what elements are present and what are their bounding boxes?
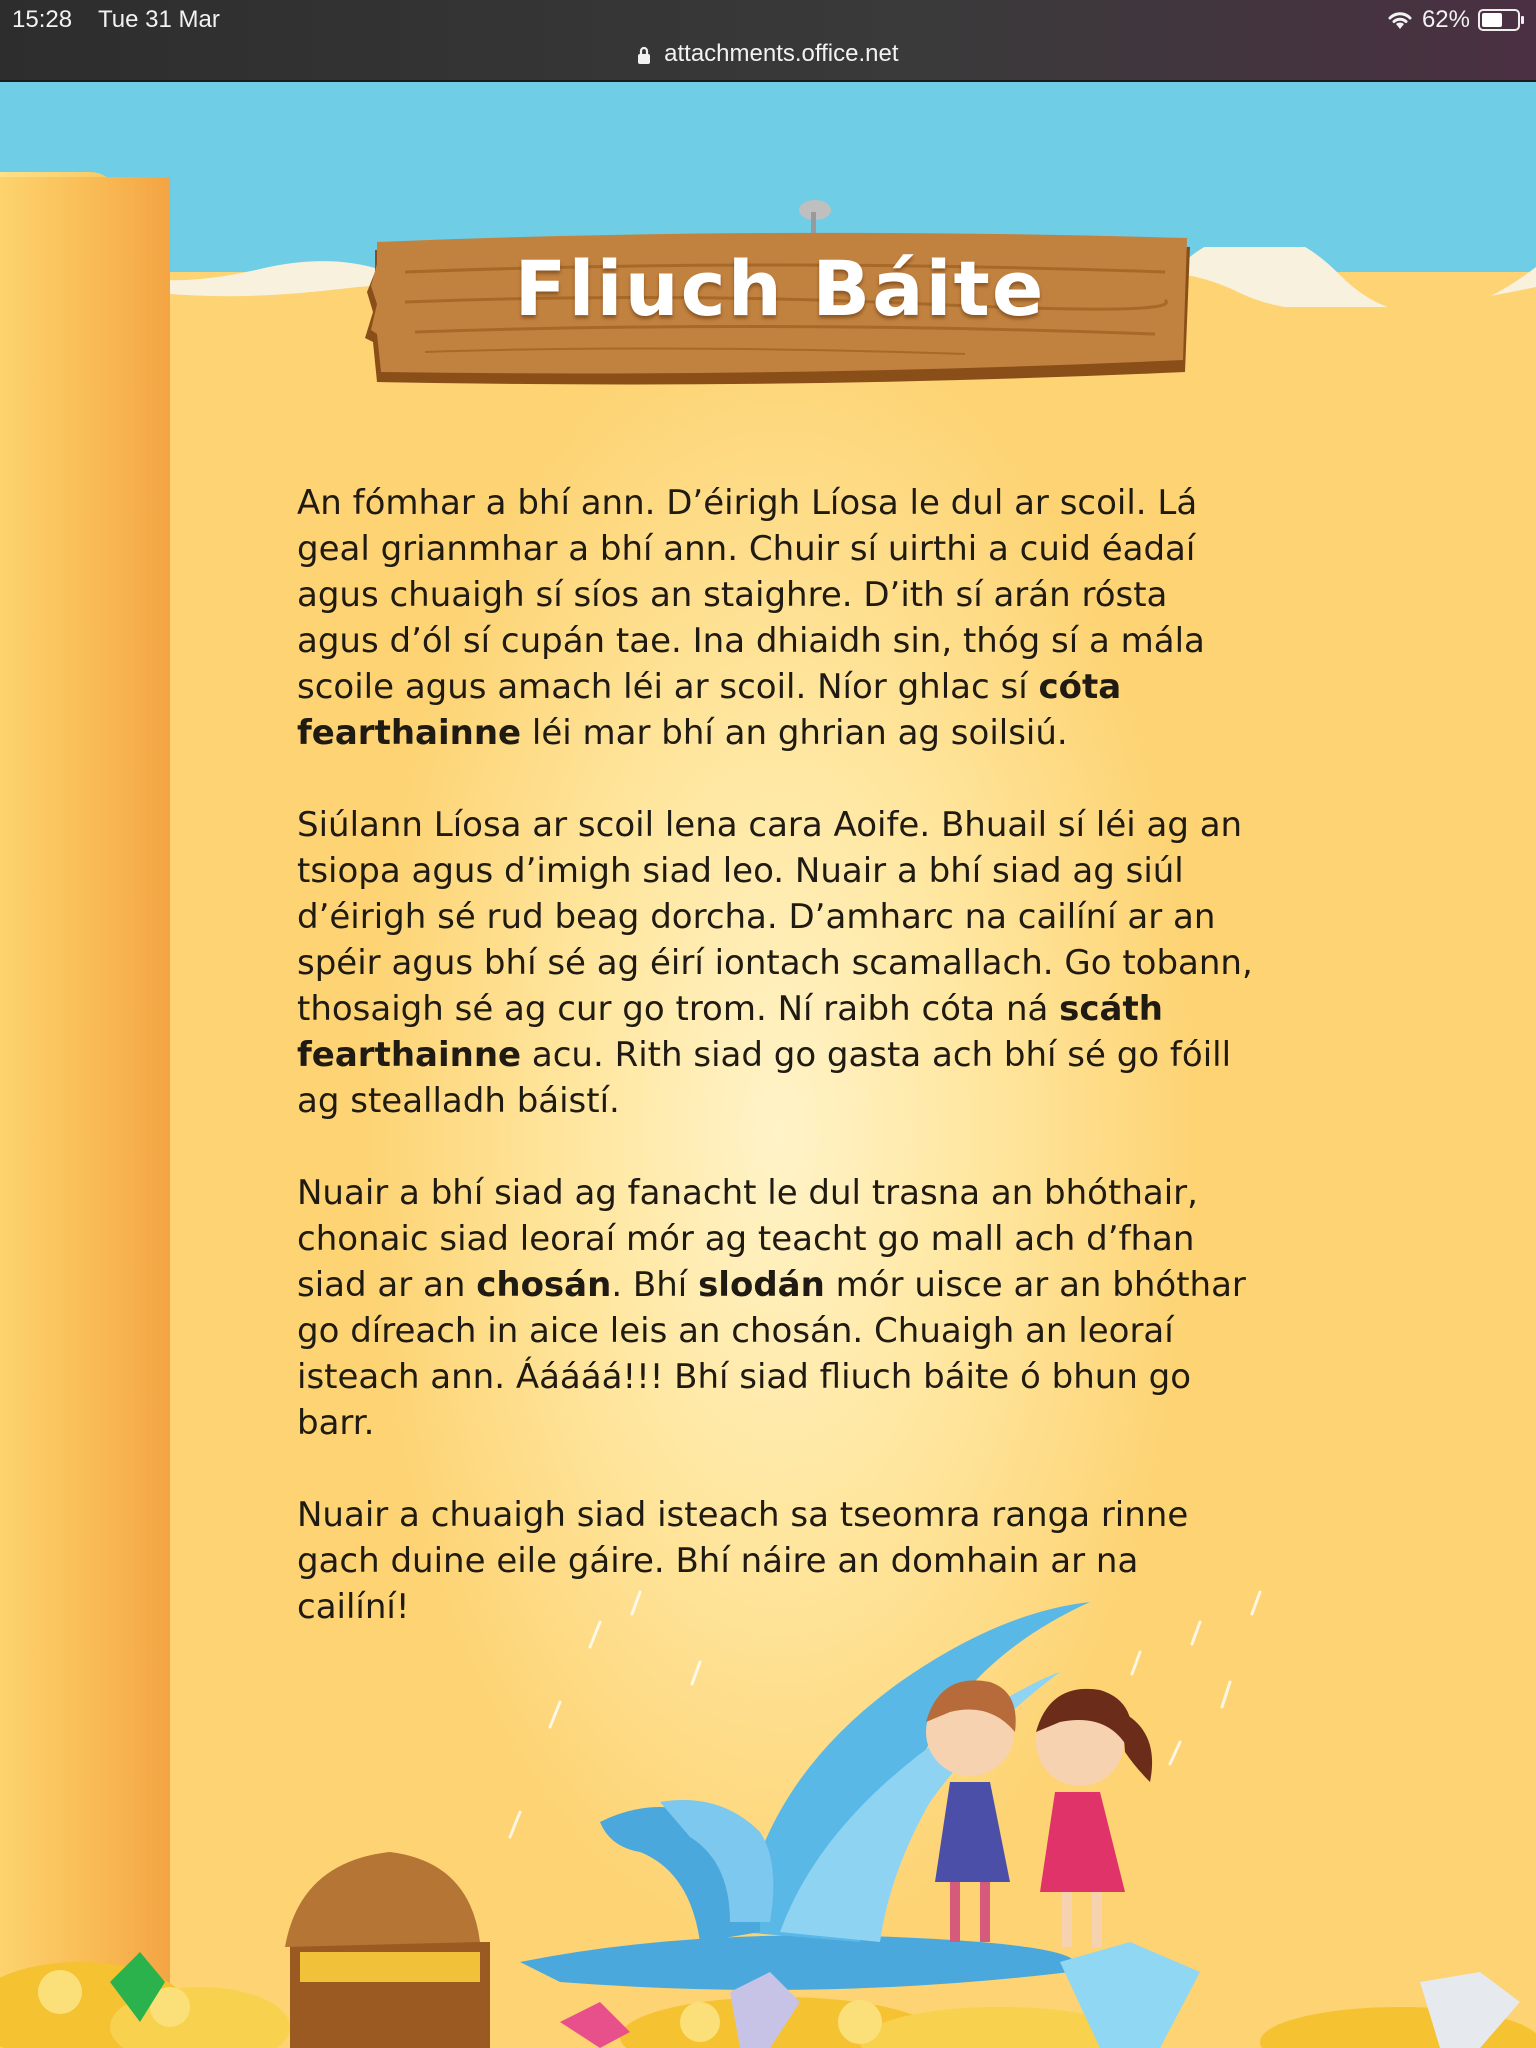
lock-icon bbox=[637, 46, 651, 64]
text-run: mór uisce ar an bhóthar go díreach in aice leis an chosán. Chuaigh an leoraí isteach ann. Ááááá!!! Bhí siad fliuch báite ó bhun go barr. bbox=[297, 1265, 1246, 1443]
two-girls bbox=[926, 1680, 1152, 1947]
text-run: Nuair a chuaigh siad isteach sa tseomra ranga rinne gach duine eile gáire. Bhí náire an domhain ar na cailíní! bbox=[297, 1495, 1189, 1627]
status-date: Tue 31 Mar bbox=[98, 6, 220, 33]
text-run: . Bhí bbox=[611, 1265, 699, 1305]
url-text: attachments.office.net bbox=[664, 40, 899, 67]
paragraph-1 bbox=[297, 480, 1257, 756]
text-run: Nuair a bhí siad ag fanacht le dul trasna an bhóthair, chonaic siad leoraí mór ag teacht go mall ach d’fhan siad ar an bbox=[297, 1173, 1198, 1305]
story-illustration bbox=[0, 1502, 1536, 2048]
page-title: Fliuch Báite bbox=[514, 244, 1046, 333]
paragraph-3 bbox=[297, 1170, 1257, 1446]
title-sign bbox=[365, 192, 1195, 392]
text-run: An fómhar a bhí ann. D’éirigh Líosa le dul ar scoil. Lá geal grianmhar a bhí ann. Chuir sí uirthi a cuid éadaí agus chuaigh sí síos an staighre. D’ith sí arán rósta agus d’ól sí cupán tae. Ina dhiaidh sin, thóg sí a mála scoile agus amach léi ar scoil. Níor ghlac sí bbox=[297, 483, 1205, 707]
bold-term: scáth fearthainne bbox=[297, 989, 1163, 1075]
bold-term: cóta fearthainne bbox=[297, 667, 1122, 753]
story-text bbox=[297, 480, 1257, 1676]
text-run: Siúlann Líosa ar scoil lena cara Aoife. Bhuail sí léi ag an tsiopa agus d’imigh siad leo. Nuair a bhí siad ag siúl d’éirigh sé rud beag dorcha. D’amharc na cailíní ar an spéir agus bhí sé ag éirí iontach scamallach. Go tobann, thosaigh sé ag cur go trom. Ní raibh cóta ná bbox=[297, 805, 1253, 1029]
bold-term: slodán bbox=[698, 1265, 825, 1305]
treasure-chest bbox=[285, 1852, 490, 2048]
status-time: 15:28 bbox=[12, 6, 73, 33]
battery-icon bbox=[1478, 9, 1520, 31]
status-right bbox=[1386, 6, 1520, 34]
address-bar[interactable] bbox=[0, 40, 1536, 68]
wifi-icon bbox=[1386, 9, 1414, 31]
water-splash bbox=[520, 1602, 1090, 1990]
text-run: léi mar bhí an ghrian ag soilsiú. bbox=[521, 713, 1068, 753]
bold-term: chosán bbox=[476, 1265, 612, 1305]
text-run: acu. Rith siad go gasta ach bhí sé go fóill ag stealladh báistí. bbox=[297, 1035, 1232, 1121]
battery-percent: 62% bbox=[1421, 6, 1470, 33]
paragraph-2 bbox=[297, 802, 1257, 1124]
story-page bbox=[0, 82, 1536, 2048]
status-bar bbox=[0, 0, 1536, 82]
